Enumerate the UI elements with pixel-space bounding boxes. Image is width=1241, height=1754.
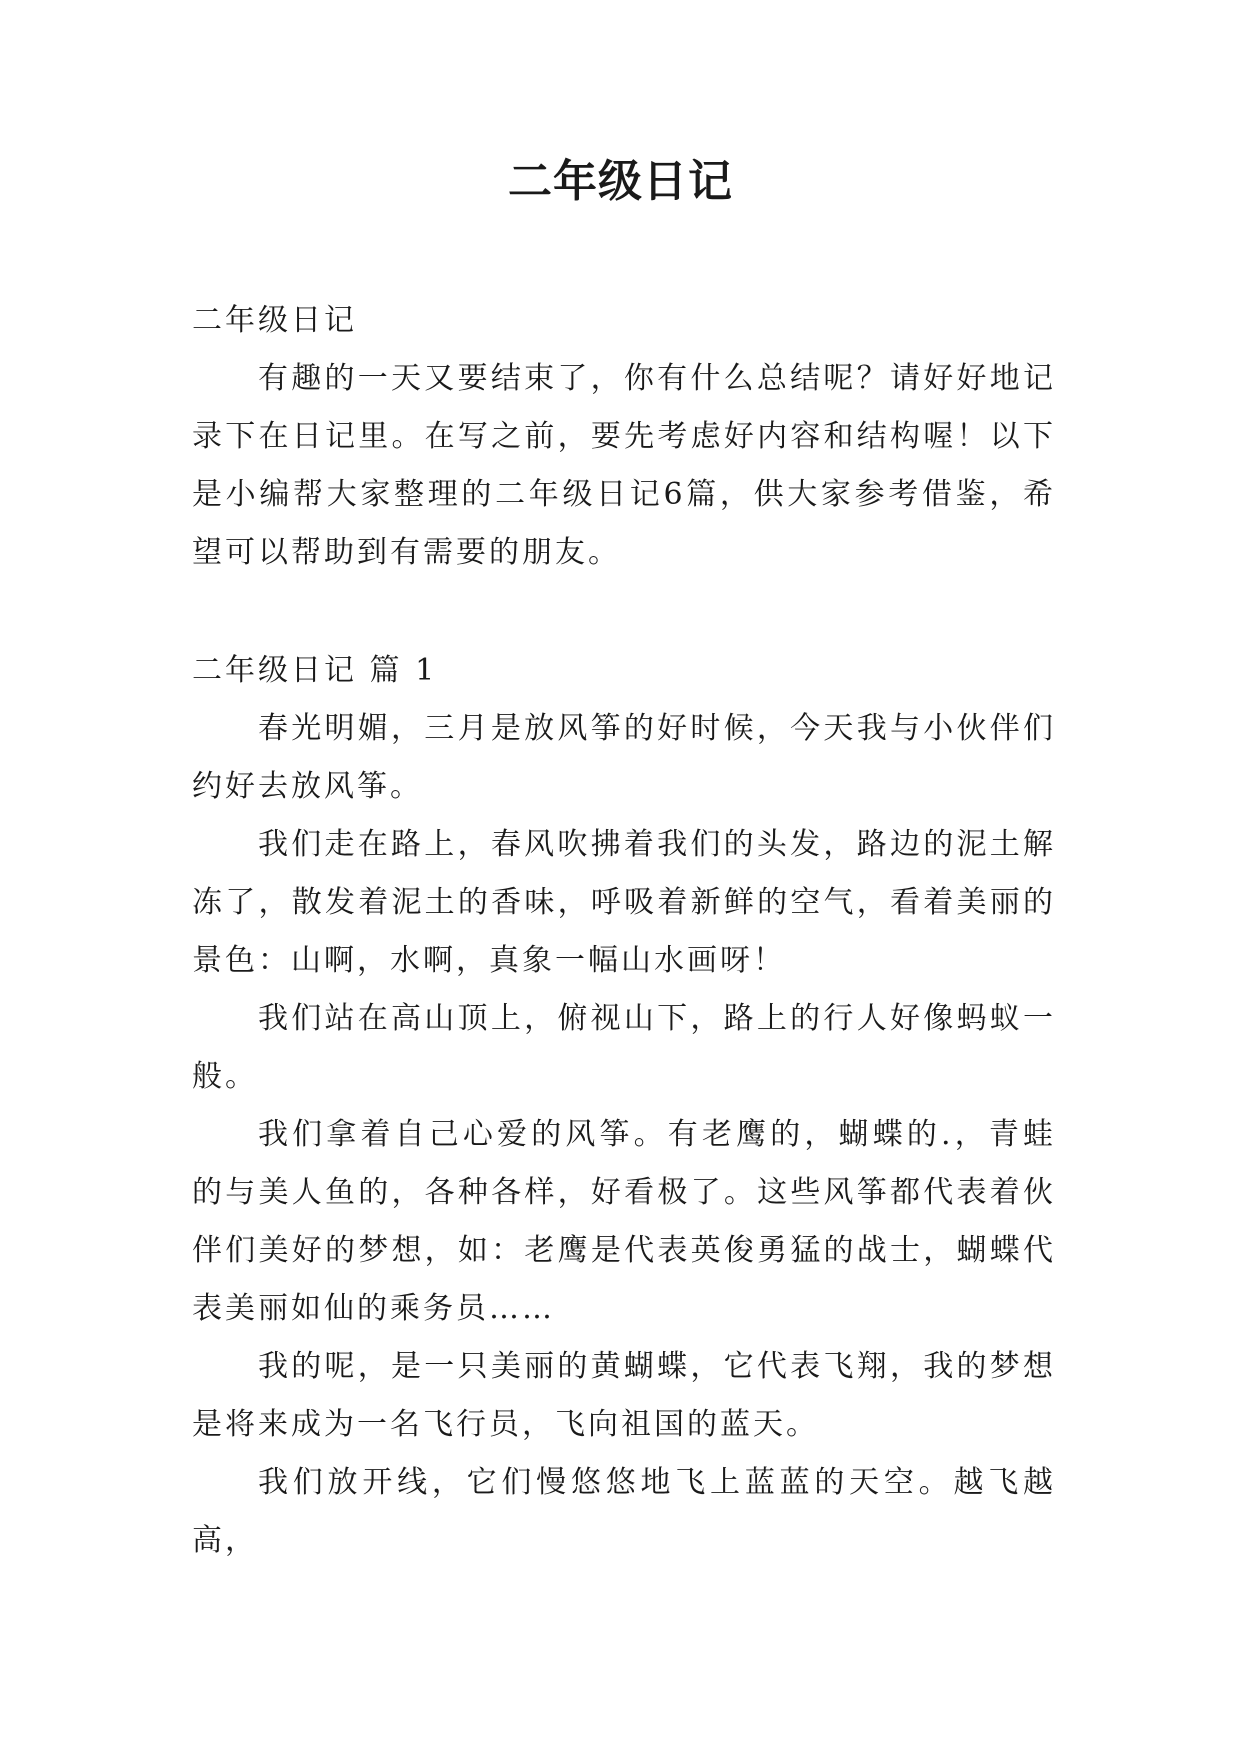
body-paragraph: 我们拿着自己心爱的风筝。有老鹰的，蝴蝶的.，青蛙的与美人鱼的，各种各样，好看极了。这些风筝都代表着伙伴们美好的梦想，如：老鹰是代表英俊勇猛的战士，蝴蝶代表美丽如仙的乘务员…… (192, 1117, 1056, 1326)
document-title: 二年级日记 (508, 156, 733, 207)
body-paragraph: 我的呢，是一只美丽的黄蝴蝶，它代表飞翔，我的梦想是将来成为一名飞行员，飞向祖国的蓝天。 (192, 1349, 1056, 1442)
document-subtitle: 二年级日记 (192, 303, 357, 338)
body-paragraph: 我们站在高山顶上，俯视山下，路上的行人好像蚂蚁一般。 (192, 1001, 1056, 1094)
section-heading: 二年级日记 篇 1 (192, 653, 438, 688)
body-paragraph: 我们走在路上，春风吹拂着我们的头发，路边的泥土解冻了，散发着泥土的香味，呼吸着新鲜的空气，看着美丽的景色：山啊，水啊，真象一幅山水画呀！ (192, 827, 1056, 978)
body-paragraph: 春光明媚，三月是放风筝的好时候，今天我与小伙伴们约好去放风筝。 (192, 711, 1056, 804)
intro-paragraph: 有趣的一天又要结束了，你有什么总结呢？请好好地记录下在日记里。在写之前，要先考虑好内容和结构喔！以下是小编帮大家整理的二年级日记6篇，供大家参考借鉴，希望可以帮助到有需要的朋友。 (192, 361, 1056, 570)
document-body (192, 292, 1056, 1570)
body-paragraph: 我们放开线，它们慢悠悠地飞上蓝蓝的天空。越飞越高， (192, 1465, 1056, 1558)
